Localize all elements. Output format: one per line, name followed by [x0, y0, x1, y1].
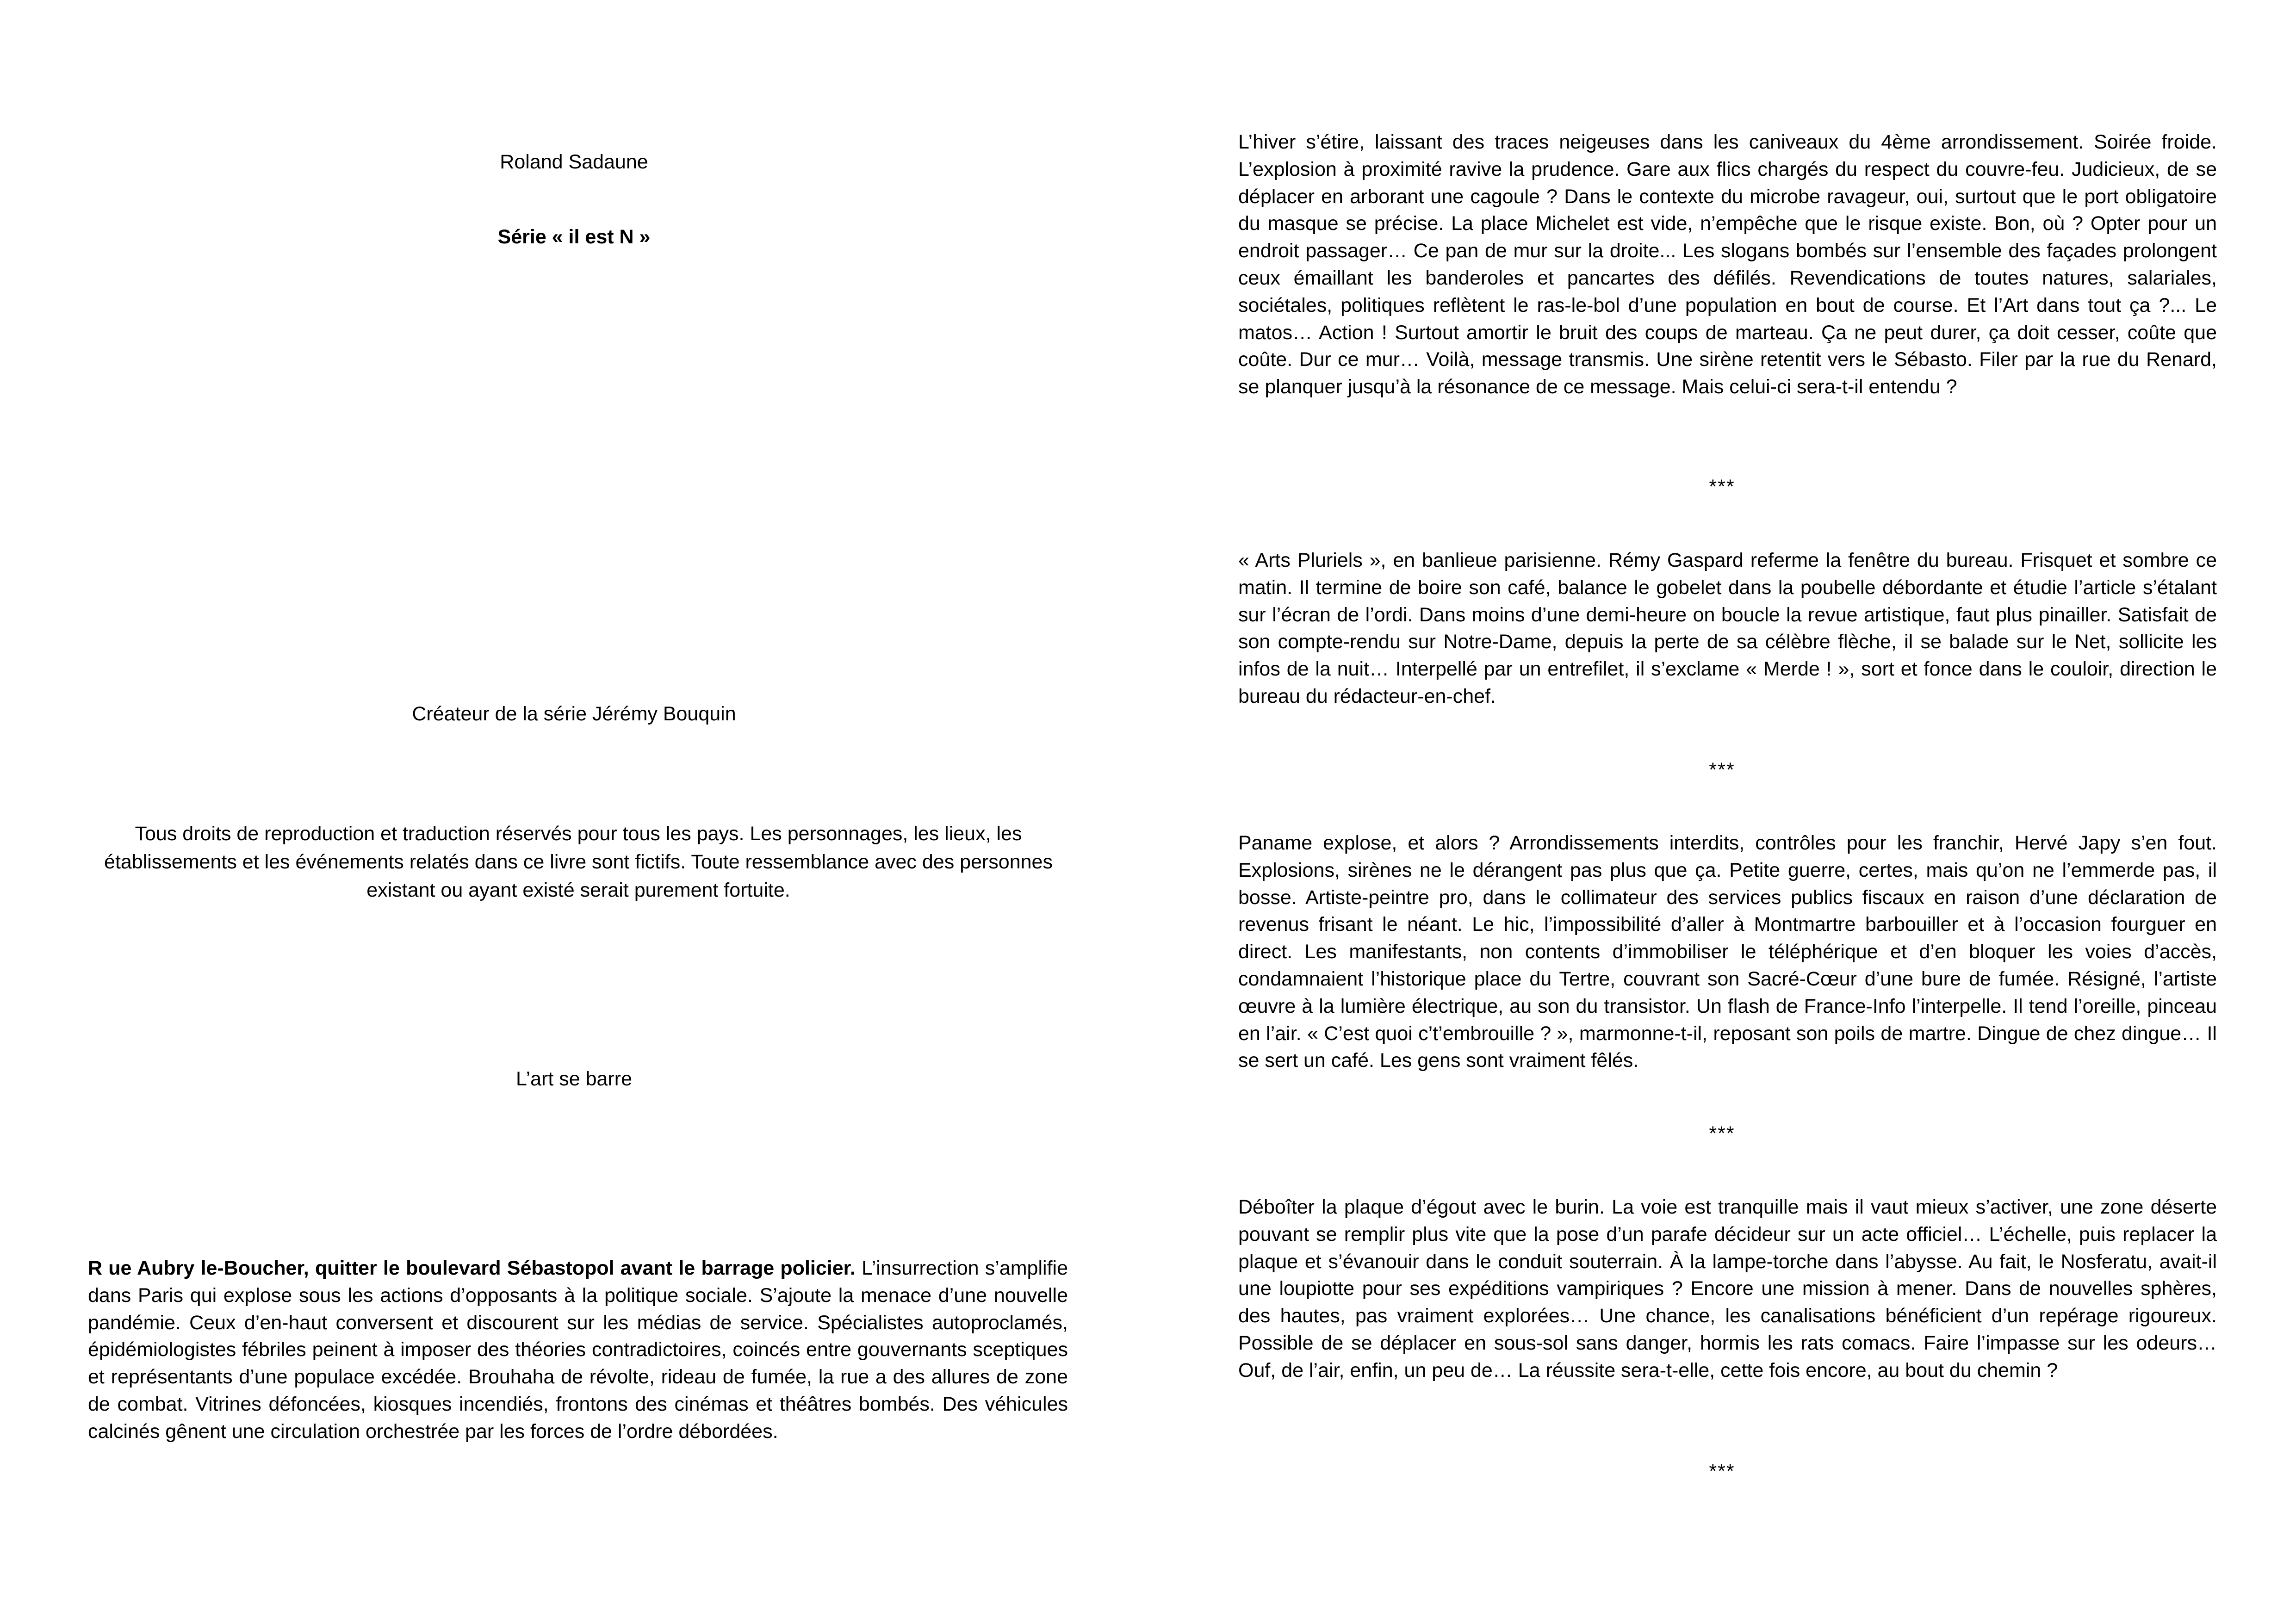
right-page [1148, 0, 2296, 1623]
author-name: Roland Sadaune [500, 151, 648, 173]
series-title: Série « il est N » [497, 226, 651, 248]
opening-lead: R ue Aubry le-Boucher, quitter le boulevard Sébastopol avant le barrage policier. [88, 1257, 856, 1279]
opening-paragraph [88, 1255, 1068, 1445]
story-title: L’art se barre [516, 1068, 632, 1090]
section-separator: *** [1709, 1122, 1735, 1145]
section-separator: *** [1709, 1460, 1735, 1482]
paragraph-2: « Arts Pluriels », en banlieue parisienne. Rémy Gaspard referme la fenêtre du bureau. Frisquet et sombre ce matin. Il termine de boire son café, balance le gobelet dans la poubelle débordante et étudie l’article s’étalant sur l’écran de l’ordi. Dans moins d’une demi-heure on boucle la revue artistique, faut plus pinailler. Satisfait de son compte-rendu sur Notre-Dame, depuis la perte de sa célèbre flèche, il se balade sur le Net, sollicite les infos de la nuit… Interpellé par un entrefilet, il s’exclame « Merde ! », sort et fonce dans le couloir, direction le bureau du rédacteur-en-chef. [1238, 549, 2217, 707]
paragraph-4: Déboîter la plaque d’égout avec le burin. La voie est tranquille mais il vaut mieux s’activer, une zone déserte pouvant se remplir plus vite que la pose d’un parafe décideur sur un acte officiel… L’échelle, puis replacer la plaque et s’évanouir dans le conduit souterrain. À la lampe-torche dans l’abysse. Au fait, le Nosferatu, avait-il une loupiotte pour ses expéditions vampiriques ? Encore une mission à mener. Dans de nouvelles sphères, des hautes, pas vraiment explorées… Une chance, les canalisations bénéficient d’un repérage rigoureux. Possible de se déplacer en sous-sol sans danger, hormis les rats comacs. Faire l’impasse sur les odeurs… Ouf, de l’air, enfin, un peu de… La réussite sera-t-elle, cette fois encore, au bout du chemin ? [1238, 1196, 2217, 1381]
section-separator: *** [1709, 759, 1735, 781]
paragraph-3: Paname explose, et alors ? Arrondissements interdits, contrôles pour les franchir, Hervé Japy s’en fout. Explosions, sirènes ne le dérangent pas plus que ça. Petite guerre, certes, mais qu’on ne l’emmerde pas, il bosse. Artiste-peintre pro, dans le collimateur des services publics fiscaux en raison d’une déclaration de revenus frisant le néant. Le hic, l’impossibilité d’aller à Montmartre barbouiller et à l’occasion fourguer en direct. Les manifestants, non contents d’immobiliser le téléphérique et d’en bloquer les voies d’accès, condamnaient l’historique place du Tertre, couvrant son Sacré-Cœur d’une bure de fumée. Résigné, l’artiste œuvre à la lumière électrique, au son du transistor. Un flash de France-Info l’interpelle. Il tend l’oreille, pinceau en l’air. « C’est quoi c’t’embrouille ? », marmonne-t-il, reposant son poils de martre. Dingue de chez dingue… Il se sert un café. Les gens sont vraiment fêlés. [1238, 832, 2217, 1072]
rights-notice: Tous droits de reproduction et traduction réservés pour tous les pays. Les personnages, les lieux, les établissements et les événements relatés dans ce livre sont fictifs. Toute ressemblance avec des personnes existant ou ayant existé serait purement fortuite. [104, 823, 1053, 901]
opening-text: L’insurrection s’amplifie dans Paris qui explose sous les actions d’opposants à la politique sociale. S’ajoute la menace d’une nouvelle pandémie. Ceux d’en-haut conversent et discourent sur les médias de service. Spécialistes autoproclamés, épidémiologistes fébriles peinent à imposer des théories contradictoires, coincés entre gouvernants sceptiques et représentants d’une populace excédée. Brouhaha de révolte, rideau de fumée, la rue a des allures de zone de combat. Vitrines défoncées, kiosques incendiés, frontons des cinémas et théâtres bombés. Des véhicules calcinés gênent une circulation orchestrée par les forces de l’ordre débordées. [88, 1257, 1068, 1443]
series-creator: Créateur de la série Jérémy Bouquin [412, 703, 736, 725]
section-separator: *** [1709, 476, 1735, 498]
paragraph-1: L’hiver s’étire, laissant des traces neigeuses dans les caniveaux du 4ème arrondissement. Soirée froide. L’explosion à proximité ravive la prudence. Gare aux flics chargés du respect du couvre-feu. Judicieux, de se déplacer en arborant une cagoule ? Dans le contexte du microbe ravageur, oui, surtout que le port obligatoire du masque se précise. La place Michelet est vide, n’empêche que le risque existe. Bon, où ? Opter pour un endroit passager… Ce pan de mur sur la droite... Les slogans bombés sur l’ensemble des façades prolongent ceux émaillant les banderoles et pancartes des défilés. Revendications de toutes natures, salariales, sociétales, politiques reflètent le ras-le-bol d’une population en bout de course. Et l’Art dans tout ça ?... Le matos… Action ! Surtout amortir le bruit des coups de marteau. Ça ne peut durer, ça doit cesser, coûte que coûte. Dur ce mur… Voilà, message transmis. Une sirène retentit vers le Sébasto. Filer par la rue du Renard, se planquer jusqu’à la résonance de ce message. Mais celui-ci sera-t-il entendu ? [1238, 131, 2217, 398]
